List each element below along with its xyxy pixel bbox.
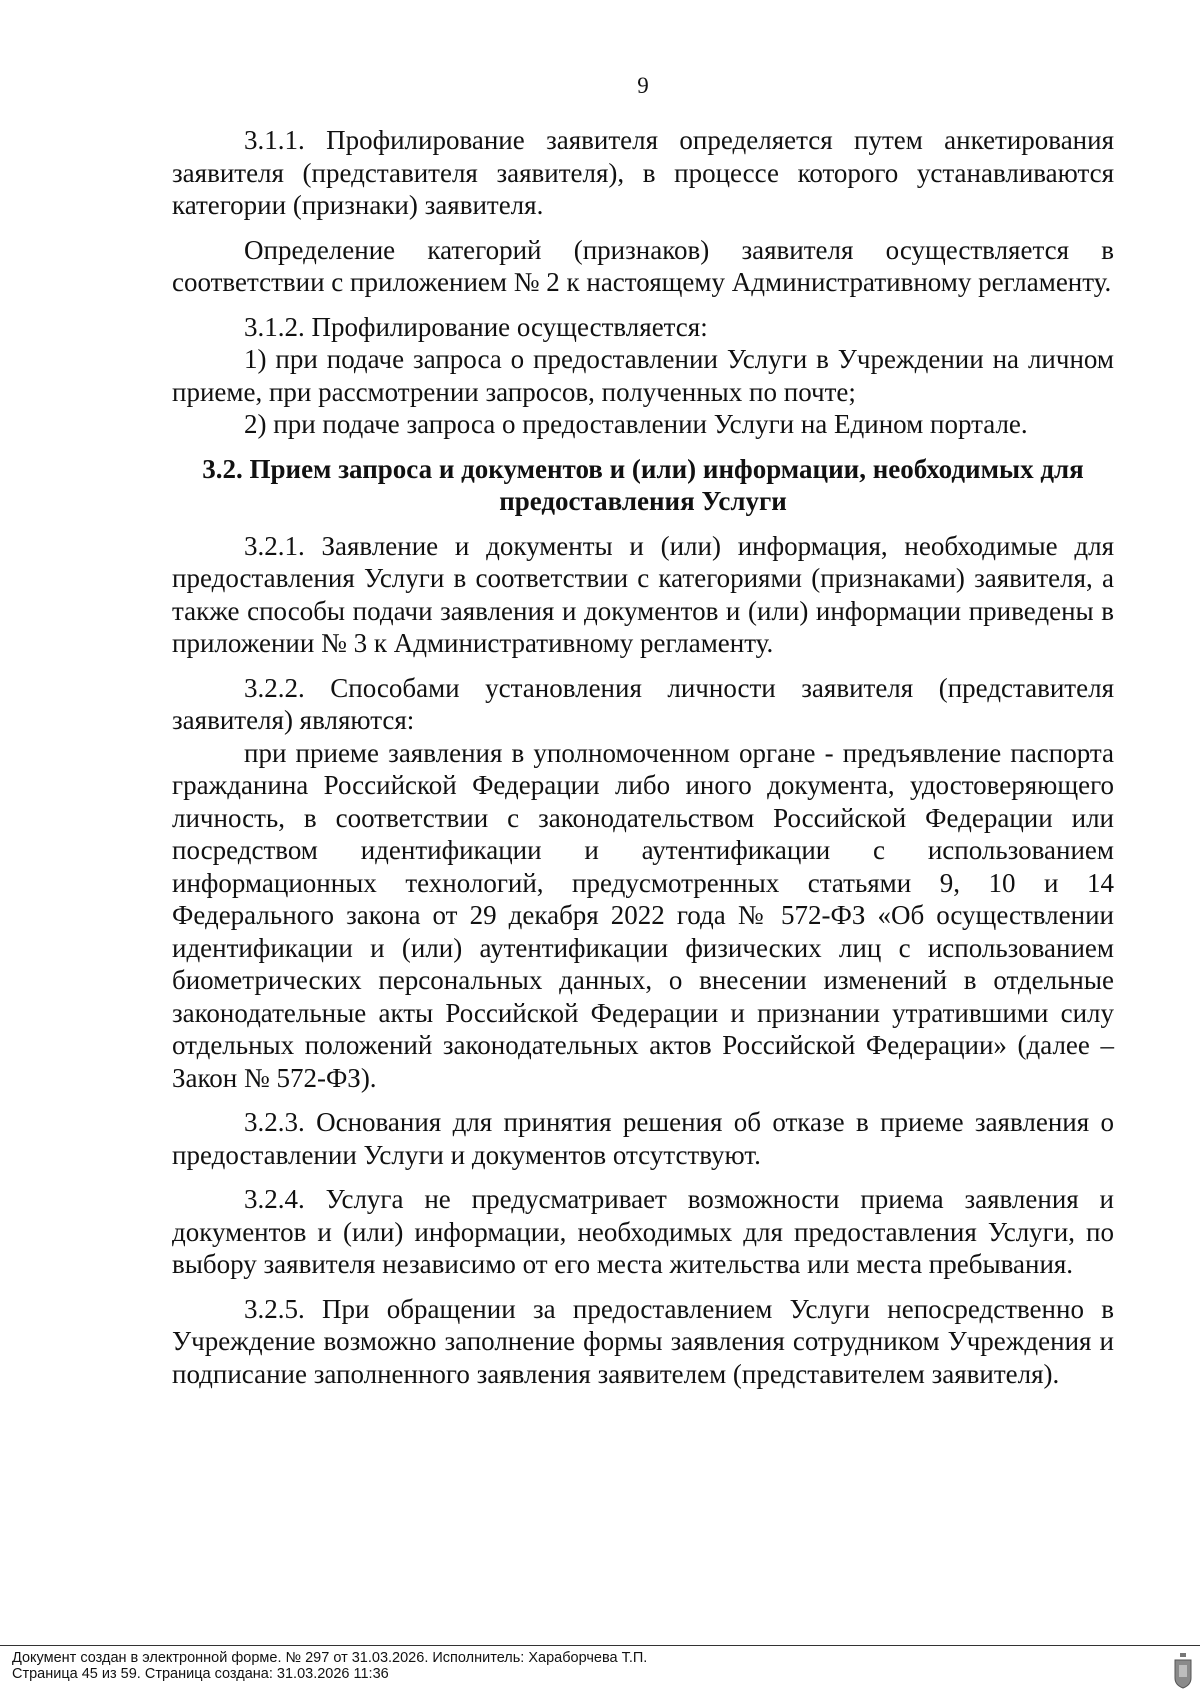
paragraph-3-1-1: 3.1.1. Профилирование заявителя определяется путем анкетирования заявителя (представителя заявителя), в процессе которого устанавливаются категории (признаки) заявителя. (172, 125, 1114, 220)
section-heading-line-2: предоставления Услуги (499, 486, 787, 516)
coat-of-arms-icon (1172, 1652, 1194, 1690)
paragraph-3-1-2-item-2: 2) при подаче запроса о предоставлении Услуги на Едином портале. (244, 409, 1028, 439)
paragraph-3-2-4: 3.2.4. Услуга не предусматривает возможности приема заявления и документов и (или) информации, необходимых для предоставления Услуги, по выбору заявителя независимо от его места жительства или места пребывания. (172, 1184, 1114, 1279)
paragraph-3-1-2: 3.1.2. Профилирование осуществляется: (244, 311, 708, 342)
paragraph-3-2-1: 3.2.1. Заявление и документы и (или) информация, необходимые для предоставления Услуги в соответствии с категориями (признаками) заявителя, а также способы подачи заявления и документов и (или) информации приведены в приложении № 3 к Административному регламенту. (172, 530, 1114, 658)
document-footer (12, 1650, 1142, 1682)
document-body (172, 124, 1114, 1390)
paragraph-3-2-2-identity: при приеме заявления в уполномоченном органе - предъявление паспорта гражданина Российской Федерации либо иного документа, удостоверяющего личность, в соответствии с законодательством Российской Федерации или посредством идентификации и аутентификации с использованием информационных технологий, предусмотренных статьями 9, 10 и 14 Федерального закона от 29 декабря 2022 года № 572-ФЗ «Об осуществлении идентификации и (или) аутентификации физических лиц с использованием биометрических персональных данных, о внесении изменений в отдельные законодательные акты Российской Федерации и признании утратившими силу отдельных положений законодательных актов Российской Федерации» (далее – Закон № 572-ФЗ). (172, 737, 1114, 1093)
footer-line-2: Страница 45 из 59. Страница создана: 31.03.2026 11:36 (12, 1666, 389, 1682)
page-number: 9 (637, 73, 649, 98)
footer-divider (0, 1645, 1200, 1646)
section-heading-line-1: 3.2. Прием запроса и документов и (или) информации, необходимых для (202, 453, 1084, 484)
paragraph-3-1-2-item-1: 1) при подаче запроса о предоставлении Услуги в Учреждении на личном приеме, при рассмотрении запросов, полученных по почте; (172, 344, 1114, 407)
paragraph-3-1-1-categories: Определение категорий (признаков) заявителя осуществляется в соответствии с приложением № 2 к настоящему Административному регламенту. (172, 234, 1114, 297)
paragraph-3-2-2: 3.2.2. Способами установления личности заявителя (представителя заявителя) являются: (172, 672, 1114, 735)
paragraph-3-2-3: 3.2.3. Основания для принятия решения об отказе в приеме заявления о предоставлении Услуги и документов отсутствуют. (172, 1107, 1114, 1170)
paragraph-3-2-5: 3.2.5. При обращении за предоставлением Услуги непосредственно в Учреждение возможно заполнение формы заявления сотрудником Учреждения и подписание заполненного заявления заявителем (представителем заявителя). (172, 1293, 1114, 1389)
section-heading-3-2 (172, 453, 1114, 518)
footer-line-1: Документ создан в электронной форме. № 297 от 31.03.2026. Исполнитель: Хараборчева Т.П. (12, 1650, 648, 1666)
